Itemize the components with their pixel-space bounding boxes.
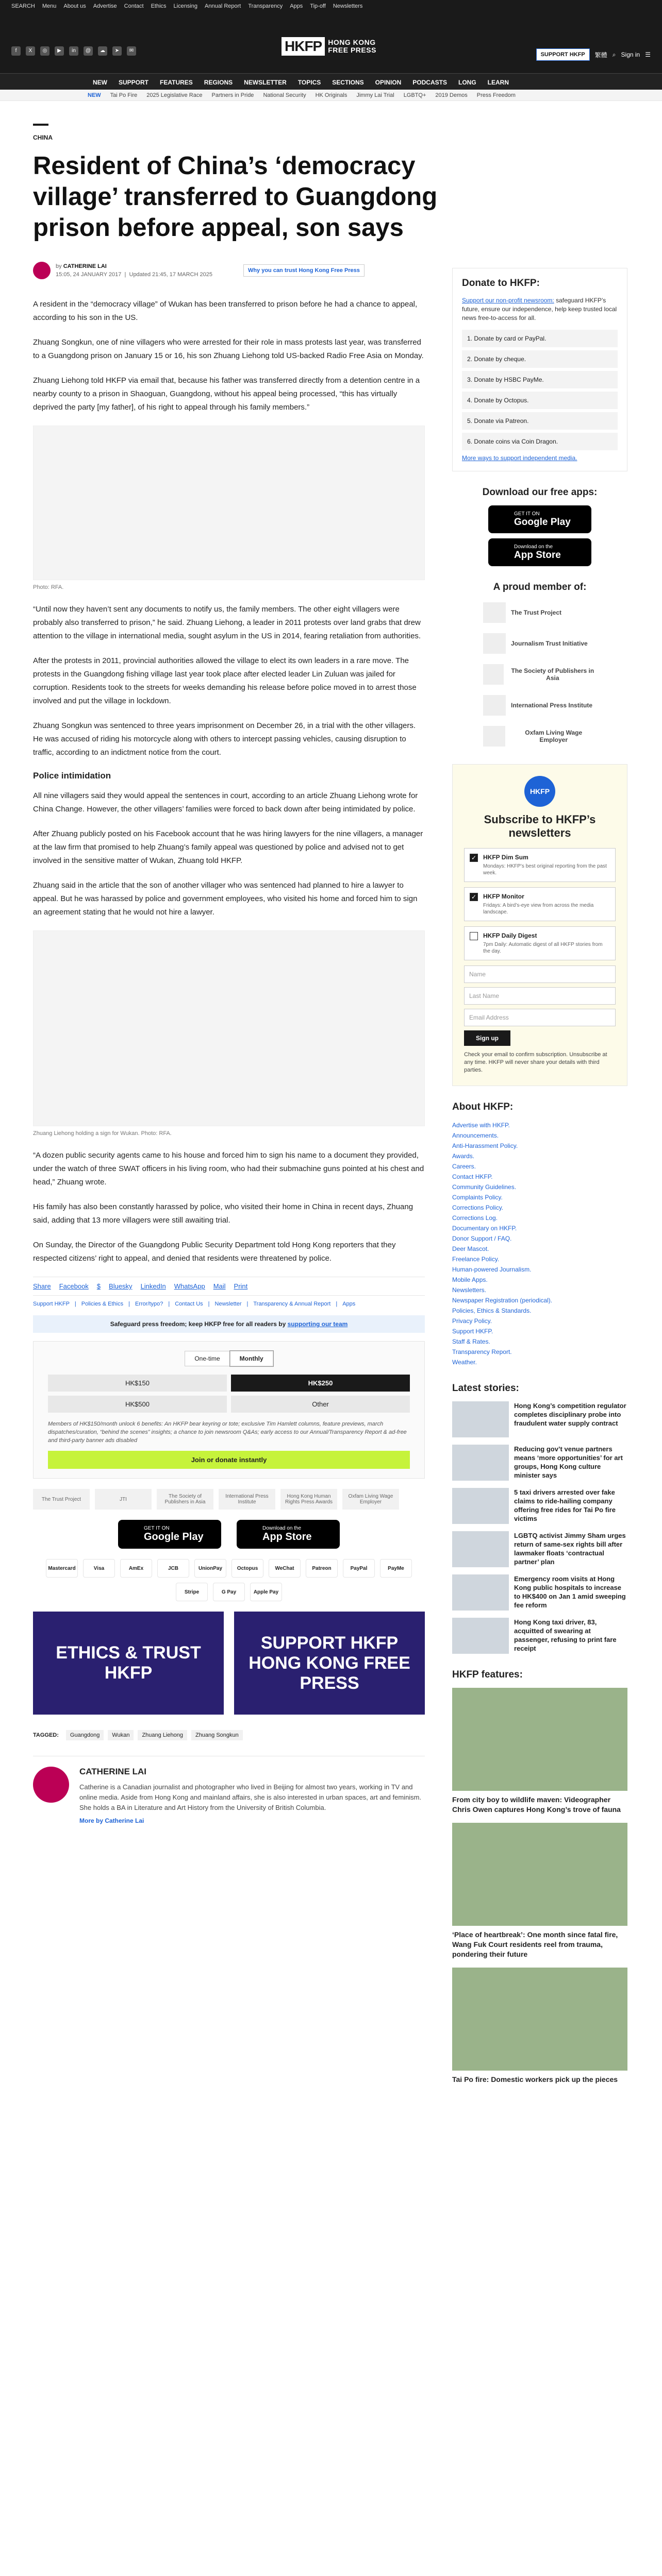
site-logo[interactable] [282,37,376,56]
feature-image [452,1968,627,2071]
story-headline: Hong Kong taxi driver, 83, acquitted of swearing at passenger, refusing to print fare receipt [514,1618,617,1652]
logo-line: HONG KONG [328,38,376,46]
member-logo[interactable]: Oxfam Living Wage Employer [342,1489,399,1510]
newsletter-option[interactable] [464,926,616,960]
feature-headline: ‘Place of heartbreak’: One month since fatal fire, Wang Fuk Court residents reel from trauma, pondering their future [452,1930,618,1958]
about-link[interactable]: Documentary on HKFP. [452,1225,517,1232]
payment-logo: Patreon [306,1559,338,1578]
search-icon[interactable]: ⌕ [612,50,616,58]
byline-prefix: by [56,263,62,269]
about-link[interactable]: Contact HKFP. [452,1173,493,1180]
feature-image [452,1688,627,1791]
badge-small-text: Download on the [262,1526,302,1531]
newsletter-box [452,764,627,1086]
google-play-badge[interactable] [488,505,591,533]
app-store-badges [33,1520,425,1549]
bluesky-icon[interactable]: ☁ [98,46,107,56]
trending-link[interactable]: Tai Po Fire [110,92,138,98]
about-link[interactable]: Transparency Report. [452,1348,512,1355]
article-paragraph: His family has also been constantly harassed by police, who visited their home in China in recent days, Zhuang said, adding that 13 more villagers were still awaiting trial. [33,1202,413,1225]
support-link[interactable]: Newsletter [214,1301,242,1307]
utility-link[interactable]: Advertise [93,3,117,9]
about-link[interactable]: Newspaper Registration (periodical). [452,1297,553,1304]
article [33,124,438,1824]
logo-text [328,39,376,54]
story-thumbnail [452,1574,509,1611]
trending-link[interactable]: 2019 Demos [435,92,468,98]
more-by-author-link[interactable]: More by Catherine Lai [79,1817,144,1824]
features-title: HKFP features: [452,1669,523,1680]
trending-link[interactable]: Press Freedom [476,92,516,98]
payment-logo: Stripe [176,1583,208,1601]
tag[interactable]: Wukan [108,1730,134,1740]
utility-link[interactable]: Transparency [248,3,283,9]
donate-intro-text: safeguard HKFP’s future, ensure our independence, help keep trusted local news free-to-access for all. [462,297,617,321]
freq-monthly[interactable]: Monthly [230,1351,273,1366]
newsletter-note: Check your email to confirm subscription. Unsubscribe at any time. HKFP will never share your details with third parties. [464,1052,607,1073]
article-paragraph: A resident in the “democracy village” of Wukan has been transferred to prison before he had a chance to appeal, according to his son in the US. [33,300,418,322]
newsletter-desc: 7pm Daily: Automatic digest of all HKFP stories from the day. [483,942,603,954]
badge-text: Google Play [144,1531,204,1543]
share-link[interactable]: Mail [213,1282,226,1290]
amount-option[interactable]: HK$150 [48,1375,227,1392]
member-logo[interactable]: JTI [95,1489,152,1510]
story-thumbnail [452,1531,509,1567]
linkedin-icon[interactable]: in [69,46,78,56]
feature-image [452,1823,627,1926]
share-bar [33,1277,425,1296]
member-logo-icon [483,633,506,654]
share-link[interactable]: Bluesky [109,1282,133,1290]
member-name: Journalism Trust Initiative [511,640,588,647]
share-link[interactable]: WhatsApp [174,1282,205,1290]
member-list [452,600,627,749]
payment-logo: Apple Pay [250,1583,282,1601]
logo-line: FREE PRESS [328,46,376,54]
share-link[interactable]: Facebook [59,1282,89,1290]
youtube-icon[interactable]: ▶ [55,46,64,56]
donate-benefits-note: Members of HK$150/month unlock 6 benefits: An HKFP bear keyring or tote; exclusive Tim Hamlett columns, feature previews, march dispatches/curation, “behind the scenes” insights; a chance to join newsroom Q&As; early access to our Annual/Transparency Report & ad-free and third-party banner ads disabled [48,1421,407,1444]
author-avatar[interactable] [33,262,51,279]
social-icons [11,46,136,56]
member-item[interactable] [483,662,597,687]
latest-section [452,1383,627,1654]
article-paragraph: After Zhuang publicly posted on his Facebook account that he was hiring lawyers for the nine villagers, a manager at the law firm that promised to help Zhuang’s family appeal was questioned by police and advised not to get involved in the sensitive matter of Wukan, Zhuang told HKFP. [33,829,423,865]
mail-icon[interactable]: ✉ [127,46,136,56]
nav-item[interactable]: FEATURES [160,79,193,86]
share-link[interactable]: Print [234,1282,248,1290]
instagram-icon[interactable]: ◎ [40,46,49,56]
about-link[interactable]: Staff & Rates. [452,1338,490,1345]
latest-title: Latest stories: [452,1383,519,1394]
about-link[interactable]: Anti-Harassment Policy. [452,1142,518,1149]
tag[interactable]: Zhuang Songkun [191,1730,243,1740]
newsletter-option[interactable] [464,848,616,882]
about-link[interactable]: Policies, Ethics & Standards. [452,1307,532,1314]
feature-item[interactable] [452,1823,627,1959]
member-title: A proud member of: [493,582,587,592]
article-paragraph: “A dozen public security agents came to his house and forced him to sign his name to a document they provided, under the watch of three SWAT officers in his living room, who had their submachine guns pointed at his chest and head,” Zhuang wrote. [33,1151,424,1187]
donate-option[interactable]: 1. Donate by card or PayPal. [462,330,618,347]
donate-widget [33,1341,425,1479]
about-link[interactable]: Corrections Log. [452,1214,498,1222]
utility-link[interactable]: Ethics [151,3,167,9]
newsletter-option[interactable] [464,887,616,921]
support-hkfp-button[interactable]: SUPPORT HKFP [536,48,590,61]
payment-logo: PayPal [343,1559,375,1578]
badge-small-text: Download on the [514,544,553,550]
support-banner-text: Safeguard press freedom; keep HKFP free for all readers by [110,1320,286,1328]
member-logo-icon [483,602,506,623]
email-input[interactable]: Email Address [464,1009,616,1026]
about-section [452,1101,627,1367]
payment-logo: UnionPay [194,1559,226,1578]
utility-link[interactable]: SEARCH [11,3,35,9]
feature-item[interactable] [452,1688,627,1815]
facebook-icon[interactable]: f [11,46,21,56]
author-name[interactable]: CATHERINE LAI [79,1767,147,1776]
membership-logos [33,1489,425,1510]
article-category[interactable]: CHINA [33,134,53,141]
donate-intro [462,296,618,323]
trending-link[interactable]: Jimmy Lai Trial [356,92,394,98]
photo-caption: Photo: RFA. [33,584,64,590]
main-nav [0,73,662,90]
story-headline: Hong Kong’s competition regulator completes disciplinary probe into fraudulent water supply contract [514,1402,626,1427]
x-icon[interactable]: X [26,46,35,56]
donate-option[interactable]: 5. Donate via Patreon. [462,412,618,430]
payment-logo: PayMe [380,1559,412,1578]
about-link[interactable]: Human-powered Journalism. [452,1266,532,1273]
article-title: Resident of China’s ‘democracy village’ transferred to Guangdong prison before appeal, son says [33,152,438,242]
nav-item[interactable]: REGIONS [204,79,233,86]
payment-logo: Octopus [231,1559,263,1578]
about-link[interactable]: Support HKFP. [452,1328,493,1335]
newsletter-desc: Mondays: HKFP’s best original reporting from the past week. [483,863,607,876]
support-promo[interactable]: SUPPORT HKFP HONG KONG FREE PRESS [234,1612,425,1715]
support-link[interactable]: Error/typo? [135,1301,163,1307]
amount-option[interactable]: HK$500 [48,1396,227,1413]
article-paragraph: Zhuang said in the article that the son of another villager who was sentenced had planned to hire a lawyer to appeal. But he was harassed by police and government employees, who visited his home and forced him to sign an agreement stating that he would not hire a lawyer. [33,881,418,917]
member-logo[interactable]: The Trust Project [33,1489,90,1510]
newsletter-title: Subscribe to HKFP’s newsletters [484,813,596,839]
about-title: About HKFP: [452,1101,514,1112]
payment-logo: G Pay [213,1583,245,1601]
amount-option-selected[interactable]: HK$250 [231,1375,410,1392]
nav-item[interactable]: SUPPORT [119,79,149,86]
first-name-input[interactable]: Name [464,965,616,983]
member-logo[interactable]: Hong Kong Human Rights Press Awards [280,1489,337,1510]
published-date: 15:05, 24 JANUARY 2017 [56,272,122,278]
nav-item[interactable]: LONG [458,79,476,86]
about-link[interactable]: Newsletters. [452,1286,487,1294]
freq-one-time[interactable]: One-time [185,1351,229,1366]
payment-logo: JCB [157,1559,189,1578]
utility-link[interactable]: Contact [124,3,144,9]
about-link[interactable]: Advertise with HKFP. [452,1122,510,1129]
promo-row [33,1612,425,1715]
about-link[interactable]: Careers. [452,1163,476,1170]
about-link[interactable]: Donor Support / FAQ. [452,1235,512,1242]
newsletter-checkbox[interactable] [470,932,478,940]
article-subhead: Police intimidation [33,771,111,781]
share-link[interactable]: $ [96,1282,101,1290]
about-link[interactable]: Community Guidelines. [452,1183,517,1191]
trending-link[interactable]: Partners in Pride [211,92,254,98]
utility-link[interactable]: Tip-off [310,3,326,9]
article-dates: 15:05, 24 JANUARY 2017 | Updated 21:45, 17 MARCH 2025 [56,272,212,278]
newsletter-option-text [483,893,610,916]
byline [33,262,425,279]
badge-text: App Store [262,1531,312,1543]
support-links: Support HKFP | Policies & Ethics | Error/typo? | Contact Us | Newsletter | Transparency & Annual Report | Apps [33,1301,356,1307]
author-box [33,1756,425,1824]
frequency-toggle [48,1351,410,1366]
newsletter-name: HKFP Dim Sum [483,854,528,861]
support-link[interactable]: Policies & Ethics [81,1301,124,1307]
feature-item[interactable] [452,1968,627,2084]
member-logo[interactable]: The Society of Publishers in Asia [157,1489,213,1510]
trending-link[interactable]: 2025 Legislative Race [146,92,203,98]
member-name: International Press Institute [511,702,593,709]
share-link[interactable]: LinkedIn [140,1282,166,1290]
threads-icon[interactable]: @ [84,46,93,56]
donate-box [452,268,627,471]
story-headline: LGBTQ activist Jimmy Sham urges return of same-sex rights bill after lawmaker floats ‘contractual partner’ plan [514,1532,626,1566]
member-item[interactable] [483,600,597,625]
about-link[interactable]: Corrections Policy. [452,1204,504,1211]
payment-logo: AmEx [120,1559,152,1578]
utility-link[interactable]: Annual Report [205,3,241,9]
photo-caption: Zhuang Liehong holding a sign for Wukan. Photo: RFA. [33,1130,172,1137]
member-name: Oxfam Living Wage Employer [525,729,583,743]
newsletter-checkbox[interactable]: ✓ [470,893,478,901]
member-logo-icon [483,664,504,685]
newsletter-option-text [483,854,610,876]
newsletter-logo: HKFP [524,776,555,807]
app-store-badge[interactable] [237,1520,340,1549]
member-name: The Society of Publishers in Asia [511,667,594,682]
amount-options [48,1375,410,1413]
article-paragraph: All nine villagers said they would appeal the sentences in court, according to an article Zhuang Liehong wrote for China Change. However, the other villagers’ families were forced to back down after being intimidated by police. [33,791,418,814]
badge-text: App Store [514,549,561,561]
donate-option[interactable]: 6. Donate coins via Coin Dragon. [462,433,618,450]
donate-option[interactable]: 2. Donate by cheque. [462,350,618,368]
trending-link[interactable]: HK Originals [315,92,347,98]
member-item[interactable] [483,693,597,718]
sign-in-link[interactable]: Sign in [621,51,640,58]
site-header [0,12,662,73]
about-link[interactable]: Complaints Policy. [452,1194,503,1201]
nav-item[interactable]: TOPICS [297,79,321,86]
donate-more-link[interactable]: More ways to support independent media. [462,454,577,462]
story-item[interactable] [452,1531,627,1567]
donate-intro-link[interactable]: Support our non-profit newsroom: [462,297,554,304]
tags [33,1730,425,1740]
about-link[interactable]: Privacy Policy. [452,1317,492,1325]
donate-option[interactable]: 4. Donate by Octopus. [462,392,618,409]
member-logo-icon [483,726,505,747]
article-paragraph: After the protests in 2011, provincial authorities allowed the village to elect its own leaders in a rare move. The protests in the Guangdong fishing village last year took place after elected leader Lin Zuluan was jailed for corruption. Residents took to the streets for weeks demanding his release before police moved in to arrest those involved and put the village in lockdown. [33,656,417,705]
menu-icon[interactable]: ☰ [645,51,651,58]
updated-date: Updated 21:45, 17 MARCH 2025 [129,272,212,278]
payment-methods [33,1559,425,1601]
donate-title: Donate to HKFP: [462,278,540,289]
member-item[interactable] [483,631,597,656]
nav-item[interactable]: LEARN [487,79,509,86]
newsletter-name: HKFP Daily Digest [483,932,537,939]
story-thumbnail [452,1401,509,1437]
telegram-icon[interactable]: ➤ [112,46,122,56]
donate-button[interactable]: Join or donate instantly [48,1451,410,1469]
about-link[interactable]: Freelance Policy. [452,1256,500,1263]
sign-up-button[interactable]: Sign up [464,1030,510,1046]
member-section [452,582,627,749]
support-link[interactable]: Contact Us [175,1301,203,1307]
share-link[interactable]: Share [33,1282,51,1290]
badge-text: Google Play [514,516,571,528]
app-store-badge[interactable] [488,538,591,566]
ethics-promo[interactable]: ETHICS & TRUST HKFP [33,1612,224,1715]
utility-link[interactable]: Newsletters [333,3,363,9]
story-thumbnail [452,1445,509,1481]
support-banner [33,1315,425,1333]
sidebar [452,268,627,2093]
story-thumbnail [452,1488,509,1524]
trending-link[interactable]: National Security [263,92,306,98]
support-link[interactable]: Apps [342,1301,356,1307]
author-info [79,1767,425,1824]
amount-option[interactable]: Other [231,1396,410,1413]
author-link[interactable]: CATHERINE LAI [63,263,107,269]
article-paragraph: “Until now they haven’t sent any documents to notify us, the family members. The other eight villagers were probably also transferred to prison,” he said. Zhuang Liehong, a leader in 2011 protests over land grabs that drew attention to the village in international media, sought asylum in the US in 2014, fearing retaliation from authorities. [33,605,421,640]
nav-item[interactable]: OPINION [375,79,402,86]
newsletter-desc: Fridays: A bird’s-eye view from across the media landscape. [483,903,594,915]
member-item[interactable] [483,724,597,749]
story-headline: 5 taxi drivers arrested over fake claims to ride-hailing company offering free rides for Tai Po fire victims [514,1488,616,1522]
feature-headline: Tai Po fire: Domestic workers pick up the pieces [452,2075,618,2083]
support-banner-link[interactable]: supporting our team [287,1320,348,1328]
article-paragraph: Zhuang Songkun was sentenced to three years imprisonment on December 26, in a trial with the other villagers. He was accused of riding his motorcycle along with others to intercept passing vehicles, causing disruption to traffic, according to an indictment notice from the court. [33,721,416,757]
utility-link[interactable]: About us [63,3,86,9]
article-paragraph: On Sunday, the Director of the Guangdong Public Security Department told Hong Kong reporters that they respected citizens’ right to appeal, and denied that residents were threatened by police. [33,1241,396,1263]
about-link[interactable]: Mobile Apps. [452,1276,488,1283]
trust-button[interactable]: Why you can trust Hong Kong Free Press [243,264,365,277]
trending-link[interactable]: LGBTQ+ [403,92,426,98]
payment-logo: Mastercard [46,1559,78,1578]
about-link[interactable]: Awards. [452,1153,475,1160]
header-actions [536,48,651,61]
member-logo-icon [483,695,506,716]
category-rule [33,124,48,126]
story-thumbnail [452,1618,509,1654]
nav-item[interactable]: SECTIONS [332,79,364,86]
about-link[interactable]: Weather. [452,1359,477,1366]
byline-text [56,263,212,278]
features-section [452,1669,627,2084]
tag[interactable]: Guangdong [66,1730,104,1740]
member-logo[interactable]: International Press Institute [219,1489,275,1510]
payment-logo: WeChat [269,1559,301,1578]
utility-link[interactable]: Menu [42,3,57,9]
member-name: The Trust Project [511,609,562,616]
article-paragraph: Zhuang Songkun, one of nine villagers who were arrested for their role in mass protests last year, was transferred to a Guangdong prison on January 15 or 16, his son Zhuang Liehong told US-backed Radio Free Asia on Monday. [33,338,424,360]
trending-label: NEW [88,92,101,98]
google-play-badge[interactable] [118,1520,221,1549]
about-list [452,1120,627,1367]
payment-logo: Visa [83,1559,115,1578]
story-headline: Reducing gov’t venue partners means ‘more opportunities’ for art groups, Hong Kong culture minister says [514,1445,623,1479]
language-toggle[interactable]: 繁體 [594,51,607,59]
support-link[interactable]: Transparency & Annual Report [253,1301,331,1307]
tag[interactable]: Zhuang Liehong [138,1730,187,1740]
tags-label: TAGGED: [33,1732,59,1738]
article-paragraph: Zhuang Liehong told HKFP via email that, because his father was transferred directly from a detention centre in a nearby county to a prison in Shaoguan, Guangdong, without his appeal being processed, “this has virtually deprived the party [my father], of his right to appeal through his family members.” [33,376,420,412]
story-item[interactable] [452,1618,627,1654]
donate-options [462,330,618,450]
story-item[interactable] [452,1488,627,1524]
nav-item[interactable]: NEWSLETTER [244,79,287,86]
author-bio: Catherine is a Canadian journalist and photographer who lived in Beijing for almost two years, working in TV and online media. Aside from Hong Kong and mainland affairs, she is also interested in urban spaces, art and feminism. She holds a BA in Literature and Art History from the University of British Columbia. [79,1783,422,1811]
support-link[interactable]: Support HKFP [33,1301,70,1307]
story-item[interactable] [452,1445,627,1481]
author-avatar[interactable] [33,1767,69,1803]
nav-item[interactable]: PODCASTS [412,79,447,86]
utility-links [11,3,362,9]
story-item[interactable] [452,1401,627,1437]
newsletter-checkbox[interactable]: ✓ [470,854,478,862]
story-item[interactable] [452,1574,627,1611]
logo-box: HKFP [282,37,325,56]
apps-title: Download our free apps: [482,487,598,498]
newsletter-name: HKFP Monitor [483,893,524,900]
article-photo [33,426,425,580]
apps-section [452,487,627,566]
nav-item[interactable]: NEW [93,79,107,86]
utility-link[interactable]: Apps [290,3,303,9]
feature-headline: From city boy to wildlife maven: Videographer Chris Owen captures Hong Kong’s trove of fauna [452,1795,621,1814]
badge-small-text: GET IT ON [514,511,540,517]
last-name-input[interactable]: Last Name [464,987,616,1005]
trending-nav [0,90,662,101]
about-link[interactable]: Deer Mascot. [452,1245,489,1252]
donate-option[interactable]: 3. Donate by HSBC PayMe. [462,371,618,388]
top-utility-bar [0,0,662,12]
utility-link[interactable]: Licensing [173,3,198,9]
article-photo [33,930,425,1126]
badge-small-text: GET IT ON [144,1526,170,1531]
story-headline: Emergency room visits at Hong Kong public hospitals to increase to HK$400 on Jan 1 amid sweeping fee reform [514,1575,626,1609]
newsletter-option-text [483,932,610,955]
about-link[interactable]: Announcements. [452,1132,499,1139]
